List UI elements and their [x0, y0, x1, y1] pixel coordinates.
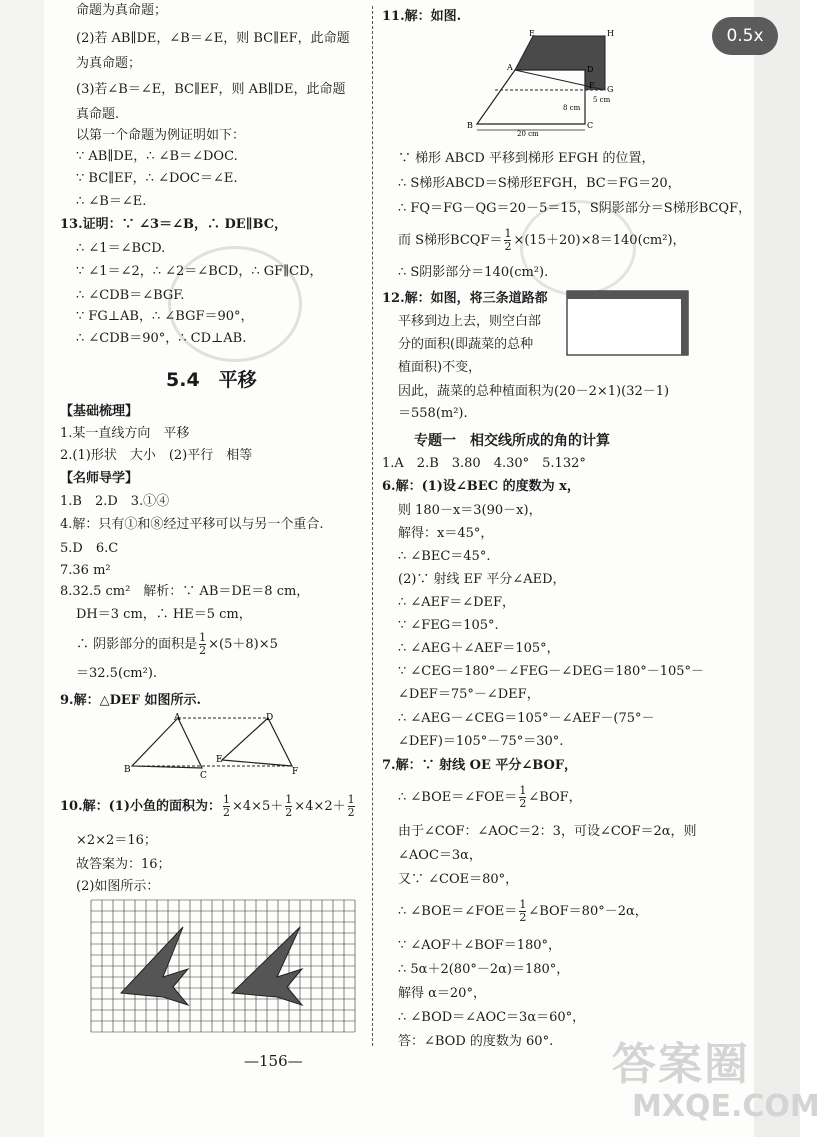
text-line: ∵ ∠FEG＝105°. [398, 618, 499, 633]
text-line: 分的面积(即蔬菜的总种 [398, 337, 534, 352]
question-7: 7.解：∵ 射线 OE 平分∠BOF， [382, 758, 578, 773]
text-line: 植面积)不变， [398, 360, 482, 375]
text-line: ∴ ∠AEG－∠CEG＝105°－∠AEF－(75°－ [398, 711, 655, 726]
label-e: E [216, 755, 223, 765]
text-line: ∴ ∠AEG＋∠AEF＝105°， [398, 641, 560, 656]
text-line: 7.36 m² [60, 563, 111, 578]
text-line: ∴ 5α＋2(80°－2α)＝180°， [398, 962, 570, 977]
text-line: 又∵ ∠COE＝80°， [398, 872, 519, 887]
text-line: 答：∠BOD 的度数为 60°. [398, 1034, 554, 1049]
text-line: ∴ ∠CDB＝90°，∴ CD⊥AB. [76, 331, 247, 346]
label-b: B [124, 765, 131, 775]
fraction [348, 794, 355, 819]
label-h: H [607, 29, 614, 38]
text-line: (2)如图所示： [76, 879, 160, 894]
text-line: 故答案为：16； [76, 857, 171, 872]
text-line: ∵ BC∥EF，∴ ∠DOC＝∠E. [76, 171, 238, 186]
text-line: DH＝3 cm，∴ HE＝5 cm， [76, 607, 252, 622]
fraction-den: 2 [504, 240, 512, 253]
fraction-num: 1 [199, 631, 207, 644]
text-line: 1.某一直线方向 平移 [60, 426, 190, 441]
fraction-den: 2 [519, 797, 527, 810]
text-line: ∵ ∠AOF＋∠BOF＝180°， [398, 938, 562, 953]
text-segment: ×(5＋8)×5 [208, 637, 278, 652]
text-segment: ∠BOF＝80°－2α， [528, 904, 648, 919]
triangle-abc [132, 718, 202, 768]
fraction [285, 794, 292, 819]
fraction-num: 1 [222, 793, 230, 806]
text-line: 解得 α＝20°， [398, 986, 486, 1001]
text-line: 因此，蔬菜的总种植面积为(20－2×1)(32－1) [398, 384, 670, 399]
text-segment: ×4×2＋ [294, 799, 346, 814]
fraction [504, 228, 511, 253]
text-line: ∠DEF＝75°－∠DEF， [398, 687, 540, 702]
text-line: ∴ ∠BEC＝45°. [398, 549, 491, 564]
label-c: C [587, 121, 594, 130]
text-line: ∵ ∠CEG＝180°－∠FEG－∠DEG＝180°－105°－ [398, 664, 705, 679]
text-line: ∴ ∠CDB＝∠BGF. [76, 288, 185, 303]
label-a: A [507, 63, 513, 72]
label-a: A [174, 713, 181, 723]
q8-area-line [76, 630, 278, 660]
text-line: 4.解：只有①和⑧经过平移可以与另一个重合. [60, 517, 324, 532]
text-line: ×2×2＝16； [76, 833, 157, 848]
text-line: ∴ S梯形ABCD＝S梯形EFGH，BC＝FG＝20， [398, 176, 681, 191]
road-strip [567, 291, 688, 299]
fraction-num: 1 [504, 227, 512, 240]
text-segment: ×4×5＋ [231, 799, 284, 814]
dimension-5cm: 5 cm [593, 96, 611, 104]
q7-line [398, 783, 582, 813]
fraction-den: 2 [519, 911, 527, 924]
watermark-text: 答案圈 [612, 1039, 750, 1090]
text-line: 1.A 2.B 3.80 4.30° 5.132° [382, 456, 586, 471]
text-line: ∴ S阴影部分＝140(cm²). [398, 265, 549, 280]
triangle-def [222, 718, 292, 766]
question-11: 11.解：如图. [382, 9, 462, 24]
fraction-num: 1 [519, 898, 527, 911]
text-line: 1.B 2.D 3.①④ [60, 494, 170, 509]
text-line: 2.(1)形状 大小 (2)平行 相等 [60, 448, 253, 463]
garden-plot [567, 291, 688, 355]
label-g: G [607, 85, 614, 94]
text-line: 8.32.5 cm² 解析：∵ AB＝DE＝8 cm， [60, 584, 310, 599]
label-f: F [589, 81, 595, 90]
text-line: ∴ FQ＝FG－QG＝20－5＝15，S阴影部分＝S梯形BCQF， [398, 201, 752, 216]
question-13: 13.证明：∵ ∠3＝∠B，∴ DE∥BC， [60, 217, 288, 232]
dimension-8cm: 8 cm [563, 104, 581, 112]
guide-header: 【名师导学】 [60, 471, 139, 486]
text-line: (2)∵ 射线 EF 平分∠AED， [398, 572, 566, 587]
text-line: ∵ AB∥DE，∴ ∠B＝∠DOC. [76, 149, 238, 164]
fraction [519, 899, 526, 924]
fraction-num: 1 [285, 793, 293, 806]
question-10: 10.解：(1)小鱼的面积为： [60, 799, 221, 814]
text-line: ∵ ∠1＝∠2，∴ ∠2＝∠BCD，∴ GF∥CD， [76, 264, 323, 279]
text-line: 5.D 6.C [60, 541, 119, 556]
page-number: —156— [244, 1052, 303, 1070]
text-line: ∠AOC＝3α， [398, 848, 482, 863]
left-margin [0, 0, 44, 1137]
text-line: 真命题. [76, 107, 120, 122]
text-line: ∠DEF)＝105°－75°＝30°. [398, 734, 564, 749]
fraction-num: 1 [519, 784, 527, 797]
fraction-den: 2 [222, 806, 230, 819]
label-b: B [467, 121, 473, 130]
grid-lines [91, 900, 355, 1032]
fraction-num: 1 [347, 793, 355, 806]
fraction [199, 632, 206, 657]
text-line: ∴ ∠B＝∠E. [76, 194, 147, 209]
figure-12-garden [566, 290, 690, 358]
text-line: 则 180－x＝3(90－x)， [398, 503, 542, 518]
question-12: 12.解：如图，将三条道路都 [382, 291, 548, 306]
text-line: 以第一个命题为例证明如下： [76, 128, 246, 143]
q10-line [60, 792, 357, 822]
text-line: (3)若∠B＝∠E，BC∥EF，则 AB∥DE，此命题 [76, 82, 346, 97]
dimension-20cm: 20 cm [517, 130, 539, 138]
section-title: 5.4 平移 [166, 369, 257, 391]
label-d: D [266, 713, 274, 723]
label-c: C [200, 771, 207, 781]
trapezoid-abcd [477, 70, 585, 124]
text-segment: ×(15＋20)×8＝140(cm²)， [513, 233, 686, 248]
text-segment: ∠BOF， [528, 790, 582, 805]
question-9: 9.解：△DEF 如图所示. [60, 693, 202, 708]
fraction [519, 785, 526, 810]
text-line: ＝32.5(cm²). [76, 666, 158, 681]
text-line: ∵ FG⊥AB，∴ ∠BGF＝90°， [76, 309, 254, 324]
text-segment: ∴ ∠BOE＝∠FOE＝ [398, 904, 518, 919]
q7-line [398, 897, 648, 927]
text-line: ∴ ∠AEF＝∠DEF， [398, 595, 516, 610]
q11-area-line [398, 226, 686, 256]
watermark-url: MXQE.COM [632, 1089, 820, 1124]
text-line: ∵ 梯形 ABCD 平移到梯形 EFGH 的位置， [398, 151, 655, 166]
text-line: 平移到边上去，则空白部 [398, 314, 542, 329]
text-segment: ∴ 阴影部分的面积是 [76, 637, 198, 652]
label-d: D [587, 65, 594, 74]
special-topic-title: 专题一 相交线所成的角的计算 [414, 433, 610, 449]
figure-11-trapezoid [465, 26, 625, 138]
text-line: 命题为真命题； [76, 3, 168, 18]
label-e: E [529, 29, 535, 38]
label-f: F [292, 767, 299, 777]
basics-header: 【基础梳理】 [60, 404, 139, 419]
figure-9-triangles [120, 710, 320, 780]
text-line: (2)若 AB∥DE，∠B＝∠E，则 BC∥EF，此命题 [76, 31, 350, 46]
right-margin [754, 0, 800, 1137]
question-6: 6.解：(1)设∠BEC 的度数为 x， [382, 479, 580, 494]
watermark [612, 1040, 820, 1124]
zoom-level-button[interactable]: 0.5x [712, 17, 778, 55]
column-divider [372, 6, 373, 1046]
text-line: 由于∠COF：∠AOC＝2：3，可设∠COF＝2α，则 [398, 824, 697, 839]
text-line: 解得：x＝45°， [398, 526, 494, 541]
text-line: ∴ ∠1＝∠BCD. [76, 241, 166, 256]
fraction [223, 794, 230, 819]
fraction-den: 2 [199, 644, 207, 657]
fraction-den: 2 [285, 806, 293, 819]
text-line: 为真命题； [76, 56, 142, 71]
text-segment: ∴ ∠BOE＝∠FOE＝ [398, 790, 518, 805]
text-line: ＝558(m²). [398, 406, 468, 421]
road-strip [681, 291, 688, 355]
fraction-den: 2 [347, 806, 355, 819]
text-line: ∴ ∠BOD＝∠AOC＝3α＝60°， [398, 1010, 586, 1025]
figure-10-fish-grid [90, 899, 360, 1037]
text-segment: 而 S梯形BCQF＝ [398, 233, 503, 248]
